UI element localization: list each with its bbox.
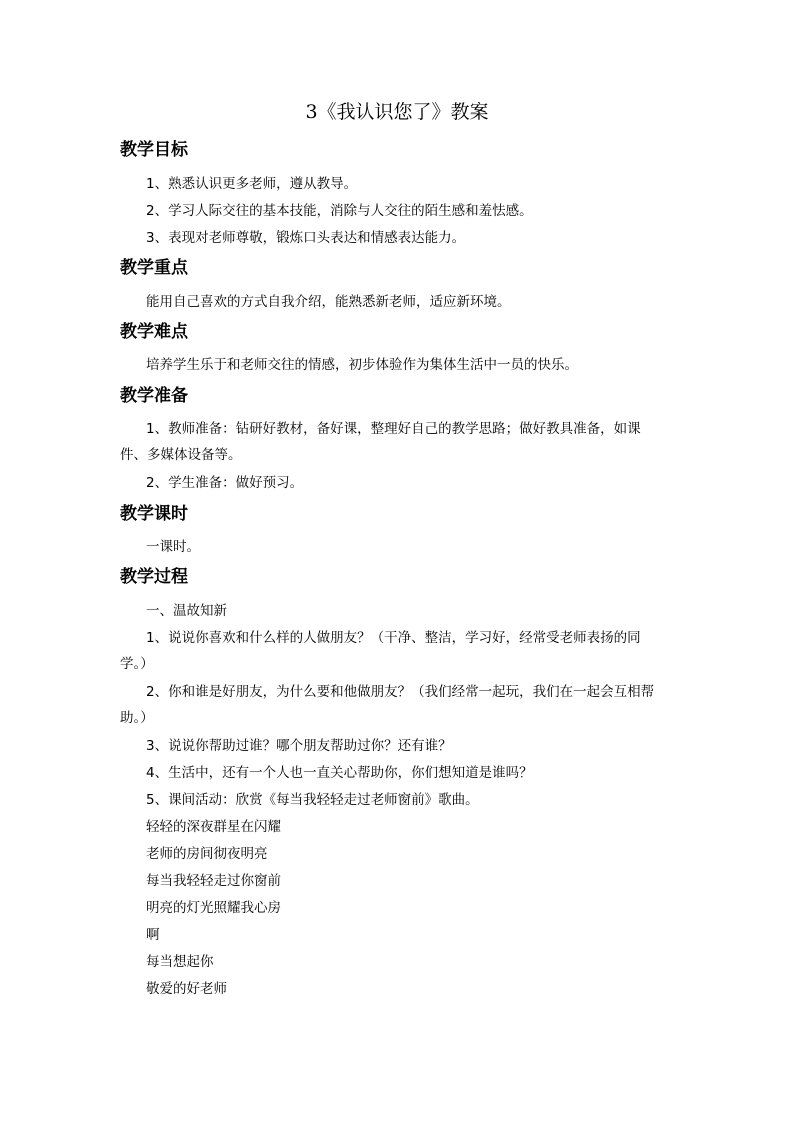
key-points-text: 能用自己喜欢的方式自我介绍，能熟悉新老师，适应新环境。 xyxy=(146,294,511,310)
lyric-line: 啊 xyxy=(146,927,160,943)
process-q2-line-2: 助。） xyxy=(120,710,154,726)
objective-item-2: 2、学习人际交往的基本技能，消除与人交往的陌生感和羞怯感。 xyxy=(146,203,533,219)
process-q4: 4、生活中，还有一个人也一直关心帮助你，你们想知道是谁吗？ xyxy=(146,765,533,781)
process-q3: 3、说说你帮助过谁？哪个朋友帮助过你？还有谁？ xyxy=(146,738,452,754)
objective-item-1: 1、熟悉认识更多老师，遵从教导。 xyxy=(146,176,358,192)
heading-difficulties: 教学难点 xyxy=(120,322,188,342)
process-q1-line-2: 学。） xyxy=(120,656,154,672)
lyric-line: 每当想起你 xyxy=(146,954,214,970)
process-q2-line-1: 2、你和谁是好朋友，为什么要和他做朋友？（我们经常一起玩，我们在一起会互相帮 xyxy=(146,684,655,700)
lyric-line: 每当我轻轻走过你窗前 xyxy=(146,873,281,889)
hours-text: 一课时。 xyxy=(146,539,200,555)
heading-key-points: 教学重点 xyxy=(120,258,188,278)
document-title: 3《我认识您了》教案 xyxy=(305,101,489,123)
preparation-item-2: 2、学生准备：做好预习。 xyxy=(146,475,304,491)
process-subheading: 一、温故知新 xyxy=(146,603,227,619)
objective-item-3: 3、表现对老师尊敬，锻炼口头表达和情感表达能力。 xyxy=(146,230,466,246)
heading-objectives: 教学目标 xyxy=(120,140,188,160)
lyric-line: 敬爱的好老师 xyxy=(146,981,227,997)
preparation-item-1-line-1: 1、教师准备：钻研好教材，备好课，整理好自己的教学思路；做好教具准备，如课 xyxy=(146,421,641,437)
lyric-line: 轻轻的深夜群星在闪耀 xyxy=(146,819,281,835)
heading-hours: 教学课时 xyxy=(120,504,188,524)
lyric-line: 明亮的灯光照耀我心房 xyxy=(146,900,281,916)
heading-preparation: 教学准备 xyxy=(120,386,188,406)
preparation-item-1-line-2: 件、多媒体设备等。 xyxy=(120,447,242,463)
lyric-line: 老师的房间彻夜明亮 xyxy=(146,846,268,862)
process-q5: 5、课间活动：欣赏《每当我轻轻走过老师窗前》歌曲。 xyxy=(146,792,479,808)
process-q1-line-1: 1、说说你喜欢和什么样的人做朋友？（干净、整洁，学习好，经常受老师表扬的同 xyxy=(146,630,641,646)
heading-process: 教学过程 xyxy=(120,567,188,587)
difficulties-text: 培养学生乐于和老师交往的情感，初步体验作为集体生活中一员的快乐。 xyxy=(146,357,578,373)
